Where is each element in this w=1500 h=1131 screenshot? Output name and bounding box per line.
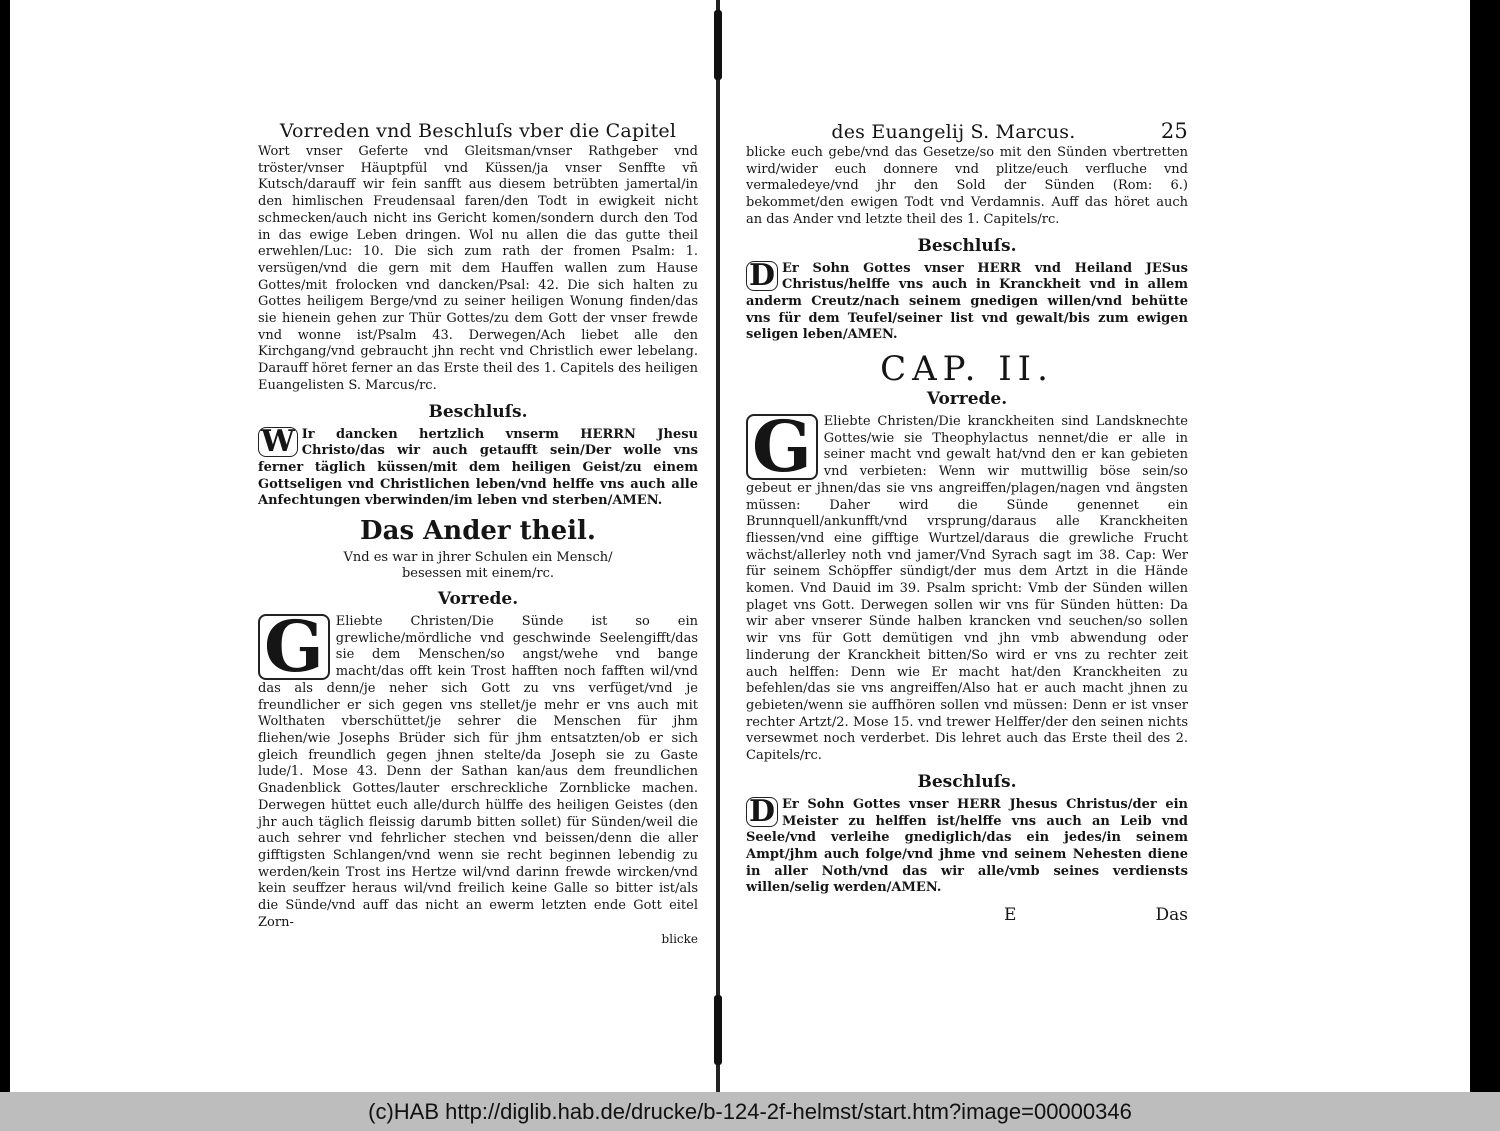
- closing-paragraph: [746, 257, 1188, 345]
- chapter-title: CAP. II.: [880, 349, 1054, 390]
- closing-text: Ir dancken hertzlich vnserm HERRN Jhesu Christo/das wir auch getaufft sein/Der wolle vns ferner täglich küssen/mit dem heiligen Geist/zu einem Gottseligen vnd Christlichen leben/vnd helffe vns auch alle Anfechtungen vberwinden/im leben vnd sterben/AMEN.: [258, 426, 698, 509]
- catchword: blicke: [661, 932, 698, 947]
- section-heading: Beschluſs.: [428, 401, 528, 422]
- preface-text: Eliebte Christen/Die Sünde ist so ein grewliche/mördliche vnd geschwinde Seelengifft/das sie dem Menschen/so angst/wehe vnd bange macht/das offt kein Trost hafften noch fafften wil/vnd das als denn/je neher sich Gott zu vns verfüget/vnd je freundlicher er sich gegen vns stellet/je mehr er vns auch mit Wolthaten vberschüttet/je sehrer die Menschen für jhm fliehen/wie Josephs Brüder sich für jhm entsatzten/ob er sich gleich freundlich gegen jhnen stelte/da Joseph sie zu Gaste lude/1. Mose 43. Denn der Sathan kan/aus dem freundlichen Gnadenblick Gottes/lauter erschreckliche Zornblicke machen. Derwegen hüttet euch alle/durch hülffe des heiligen Geistes (den jhr auch täglich fleissig darumb bitten sollet) für Sünden/weil die auch sehrer vnd fehrlicher stechen vnd beissen/denn die aller gifftigsten Schlangen/vnd wenn sie recht beginnen lebendig zu werden/kein Trost ins Hertze wil/vnd darinn frewde wircken/vnd kein seuffzer heraus wil/vnd freilich keine Galle so bitter ist/als die Sünde/vnd auff das nicht an ewerm letzten ende Gott eitel Zorn-: [258, 614, 698, 930]
- page-number: 25: [1160, 119, 1188, 143]
- copyright-credit: (c)HAB http://diglib.hab.de/drucke/b-124-2f-helmst/start.htm?image=00000346: [368, 1098, 1132, 1124]
- scan-border-right: [1470, 0, 1500, 1092]
- section-heading: Beschluſs.: [917, 235, 1017, 256]
- catchword: Das: [1155, 905, 1188, 926]
- part-subtitle: besessen mit einem/rc.: [401, 566, 554, 582]
- closing-text: Er Sohn Gottes vnser HERR vnd Heiland JESus Christus/helffe vns auch in Kranckheit vnd in allem anderm Creutz/nach seinem gnedigen willen/vnd behütte vns für dem Teufel/seiner list vnd gewalt/bis zum ewigen seligen leben/AMEN.: [746, 260, 1188, 343]
- right-page: [746, 118, 1188, 924]
- signature-mark: E: [1004, 905, 1017, 926]
- intro-paragraph: Wort vnser Geferte vnd Gleitsman/vnser Rathgeber vnd tröster/vnser Häuptpfül vnd Küssen/ja vnser Senffte vñ Kutsch/darauff wir fein sanfft aus diesem betrübten jamertal/in den himlischen Freudensaal faren/den Todt in ewigkeit nicht schmecken/auch nicht ins Gericht komen/sondern durch den Tod in das ewige Leben dringen. Wol nu allen die das gutte theil erwehlen/Luc: 10. Die sich zum rath der fromen Psalm: 1. versügen/vnd die gern mit dem Hauffen wallen zum Hause Gottes/mit frolocken vnd dancken/Psal: 42. Die sich halten zu Gottes heiligem Berge/vnd zu seiner heiligen Wonung finden/das sie hienein gehen zur Thür Gottes/zu dem Gott der vnser frewde vnd wonne ist/Psalm 43. Derwegen/Ach liebet alle den Kirchgang/vnd gebraucht jhn recht vnd Christlich ewer lebelang. Darauff höret ferner an das Erste theil des 1. Capitels des heiligen Euangelisten S. Marcus/rc.: [258, 144, 698, 393]
- closing-paragraph: [746, 793, 1188, 897]
- gutter-shadow-bottom: [714, 995, 722, 1065]
- drop-cap: G: [258, 614, 330, 680]
- closing-text: Er Sohn Gottes vnser HERR Jhesus Christus/der ein Meister zu helffen ist/helffe vns auch an Leib vnd Seele/vnd verleihe gnediglich/das ein jedes/in seinem Ampt/jhm auch folge/vnd jhme vnd seinem Nehesten diene in aller Noth/vnd das wir alle/vmb seines verdiensts willen/selig werden/AMEN.: [746, 796, 1188, 896]
- preface-paragraph: [746, 405, 1188, 765]
- page-foot: [746, 907, 1188, 924]
- section-heading: Vorrede.: [437, 589, 519, 610]
- left-page: [258, 118, 698, 948]
- running-head: des Euangelij S. Marcus.: [831, 121, 1076, 143]
- scan-border-left: [0, 0, 10, 1092]
- preface-paragraph: [258, 605, 698, 931]
- section-heading: Beschluſs.: [917, 771, 1017, 792]
- copyright-footer: [0, 1092, 1500, 1131]
- book-gutter: [716, 0, 720, 1092]
- drop-cap: G: [746, 414, 818, 480]
- drop-cap: D: [746, 797, 778, 827]
- running-head: Vorreden vnd Beschluſs vber die Capitel: [279, 120, 677, 142]
- intro-paragraph: blicke euch gebe/vnd das Gesetze/so mit den Sünden vbertretten wird/wider euch donnere vnd plitze/euch verfluche vnd vermaledeye/vnd jhr den Sold der Sünden (Rom: 6.) bekommet/den ewigen Todt vnd Verdamnis. Auff das höret auch an das Ander vnd letzte theil des 1. Capitels/rc.: [746, 145, 1188, 227]
- preface-text: Eliebte Christen/Die kranckheiten sind Landsknechte Gottes/wie sie Theophylactus nennet/die er alle in seiner macht vnd gewalt hat/vnd den er kan gebieten vnd verbieten: Wenn wir muttwillig böse sein/so gebeut er jhnen/das sie vns angreiffen/plagen/nagen vnd ängsten müssen: Daher wird die Sünde genennet ein Brunnquell/ankunfft/vnd vrsprung/daraus alle Kranckheiten fliessen/vnd eine gifftige Wurtzel/daraus die grewliche Frucht wächst/allerley noth vnd jamer/Vnd Syrach sagt im 38. Cap: Wer für seinem Schöpffer sündigt/der mus dem Artzt in die Hände komen. Vnd Dauid im 39. Psalm spricht: Vmb der Sünden willen plaget vns Gott. Derwegen sollen wir vns für Sünden hütten: Da wir aber vnserer Sünde halben krancken vnd seuchen/so sollen wir vns für Gott demütigen vnd jhn vmb abwendung oder linderung der Kranckheit bitten/So wird er vns zu rechter zeit auch helffen: Denn wie Er macht hat/den Kranckheiten zu befehlen/das sie vns angreiffen/Also hat er auch macht jhnen zu gebieten/wenn sie auffhören sollen vnd müssen: Denn er ist vnser rechter Artzt/2. Mose 15. vnd trewer Helffer/der den seinen nichts versewmet noch verderbet. Dis lehret auch das Erste theil des 2. Capitels/rc.: [746, 414, 1188, 764]
- drop-cap: D: [746, 261, 778, 291]
- part-subtitle: Vnd es war in jhrer Schulen ein Mensch/: [343, 550, 613, 566]
- closing-paragraph: [258, 423, 698, 511]
- drop-cap: W: [258, 427, 298, 457]
- part-title: Das Ander theil.: [360, 516, 596, 547]
- running-head-row: [746, 118, 1188, 145]
- gutter-shadow-top: [714, 10, 722, 80]
- section-heading: Vorrede.: [926, 389, 1008, 410]
